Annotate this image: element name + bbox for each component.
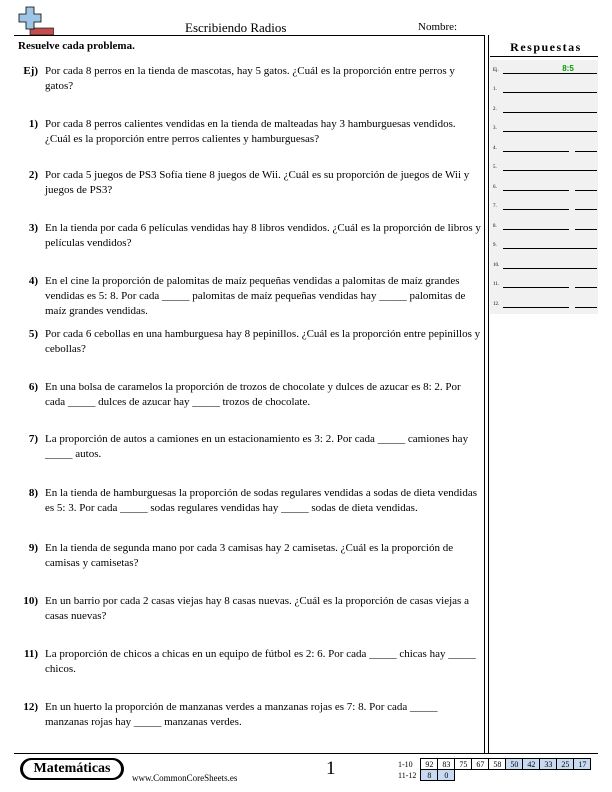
answer-line[interactable]: [503, 170, 597, 171]
answer-label: 12.: [493, 301, 500, 307]
answer-row: [493, 161, 597, 173]
question-text: En un huerto la proporción de manzanas verdes a manzanas rojas es 7: 8. Por cada _____ manzanas rojas hay _____ manzanas verdes.: [45, 701, 438, 728]
answer-row: [493, 103, 597, 115]
worksheet-logo: [18, 6, 54, 36]
question-text: En el cine la proporción de palomitas de maíz pequeñas vendidas a palomitas de maíz grandes vendidas es 5: 8. Por cada _____ palomitas de maíz pequeñas vendidas hay _____ palomitas de maíz grandes vendidas.: [45, 275, 466, 317]
question-text: Por cada 8 perros calientes vendidas en la tienda de malteadas hay 3 hamburguesas vendidos. ¿Cuál es la proporción entre perros calientes y hamburguesas?: [45, 118, 456, 145]
answer-row: [493, 239, 597, 251]
score-row-label: 1-10: [398, 759, 413, 769]
question-number: 7): [28, 433, 38, 445]
answer-line[interactable]: [575, 209, 597, 210]
answer-line[interactable]: [503, 287, 569, 288]
score-cell: 75: [455, 759, 472, 770]
answer-line[interactable]: [503, 151, 569, 152]
instructions: Resuelve cada problema.: [18, 40, 135, 52]
question-number: 2): [28, 169, 38, 181]
question-text: En una bolsa de caramelos la proporción de trozos de chocolate y dulces de azucar es 8: 2. Por cada _____ dulces de azucar hay _____ trozos de chocolate.: [45, 381, 461, 408]
question-number: 12): [23, 701, 38, 713]
answer-row: [493, 142, 597, 154]
footer-divider: [14, 753, 598, 754]
score-cell: 42: [523, 759, 540, 770]
answer-line[interactable]: [575, 229, 597, 230]
answer-line[interactable]: [503, 229, 569, 230]
page-title: Escribiendo Radios: [185, 20, 287, 35]
answer-line[interactable]: [503, 268, 597, 269]
question-number: 6): [28, 381, 38, 393]
question-text: En la tienda de hamburguesas la proporción de sodas regulares vendidas a sodas de dieta vendidas es 5: 3. Por cada _____ sodas regulares vendidas hay _____ sodas de dieta vendidas.: [45, 487, 478, 514]
score-cell: 83: [438, 759, 455, 770]
answer-label: 5.: [493, 165, 497, 170]
answer-row: [493, 259, 597, 271]
column-divider: [488, 35, 489, 753]
score-cell: 0: [438, 770, 455, 781]
answer-label: Ej.: [493, 68, 499, 73]
question-number: 3): [28, 222, 38, 234]
answers-heading: Respuestas: [510, 40, 582, 54]
answer-line[interactable]: [503, 307, 569, 308]
header-divider: [14, 35, 484, 36]
question-number: 4): [28, 275, 38, 287]
answer-line[interactable]: [503, 92, 597, 93]
answer-label: 8.: [493, 223, 497, 229]
question-number: 5): [28, 328, 38, 340]
question-number: 1): [28, 118, 38, 130]
question-text: La proporción de chicos a chicas en un equipo de fútbol es 2: 6. Por cada _____ chicas hay _____ chicos.: [45, 648, 476, 675]
answer-label: 7.: [493, 204, 497, 209]
answer-line[interactable]: [575, 287, 597, 288]
answer-line[interactable]: [575, 307, 597, 308]
answer-label: 3.: [493, 126, 497, 131]
question-number: 9): [28, 542, 38, 554]
question-text: En la tienda de segunda mano por cada 3 camisas hay 2 camisetas. ¿Cuál es la proporción de camisas y camisetas?: [45, 542, 454, 569]
question-text: En un barrio por cada 2 casas viejas hay 8 casas nuevas. ¿Cuál es la proporción de casas viejas a casas nuevas?: [45, 595, 469, 622]
answer-row: [493, 278, 597, 290]
answer-label: 6.: [493, 184, 497, 190]
answer-line[interactable]: [503, 248, 597, 249]
score-row-label: 11-12: [398, 770, 417, 780]
question-number: 10): [23, 595, 38, 607]
question-text: En la tienda por cada 6 películas vendidas hay 8 libros vendidos. ¿Cuál es la proporción de libros y películas vendidos?: [45, 222, 481, 249]
score-cell: 8: [421, 770, 438, 781]
answer-line[interactable]: [503, 131, 597, 132]
answer-line[interactable]: [575, 190, 597, 191]
question-text: La proporción de autos a camiones en un estacionamiento es 3: 2. Por cada _____ camiones hay _____ autos.: [45, 433, 469, 460]
answer-row: [493, 200, 597, 212]
column-divider: [484, 35, 485, 753]
name-label: Nombre:: [418, 21, 458, 33]
answer-row: [493, 181, 597, 193]
question-text: Por cada 5 juegos de PS3 Sofía tiene 8 juegos de Wii. ¿Cuál es su proporción de juegos de Wii y juegos de PS3?: [45, 169, 470, 196]
score-cell: 25: [557, 759, 574, 770]
question-number: 11): [23, 648, 38, 660]
question-number: 8): [28, 487, 38, 499]
score-cell: 50: [506, 759, 523, 770]
site-url: www.CommonCoreSheets.es: [132, 773, 238, 783]
question-number: Ej): [23, 65, 38, 77]
brand-label: Matemáticas: [23, 760, 121, 778]
score-cell: 33: [540, 759, 557, 770]
score-cell: 58: [489, 759, 506, 770]
answers-divider: [490, 56, 598, 57]
answer-line[interactable]: [503, 190, 569, 191]
answer-label: 4.: [493, 145, 497, 151]
page-number: 1: [326, 758, 336, 779]
answer-line[interactable]: [575, 151, 597, 152]
answer-label: 10.: [493, 262, 500, 268]
answer-line[interactable]: [503, 209, 569, 210]
answer-row: [493, 298, 597, 310]
answer-label: 2.: [493, 106, 497, 112]
brand-badge: [20, 758, 124, 780]
answer-row-example: [493, 64, 597, 76]
score-table: [396, 758, 591, 781]
score-cell: 92: [421, 759, 438, 770]
example-answer: 8:5: [562, 64, 574, 73]
question-text: Por cada 6 cebollas en una hamburguesa hay 8 pepinillos. ¿Cuál es la proporción entre pepinillos y cebollas?: [45, 328, 481, 355]
answer-line[interactable]: [503, 73, 597, 74]
answer-line[interactable]: [503, 112, 597, 113]
answer-row: [493, 220, 597, 232]
answer-label: 9.: [493, 243, 497, 248]
answer-label: 1.: [493, 87, 497, 92]
question-text: Por cada 8 perros en la tienda de mascotas, hay 5 gatos. ¿Cuál es la proporción entre perros y gatos?: [45, 65, 455, 92]
answer-row: [493, 122, 597, 134]
answer-row: [493, 83, 597, 95]
answer-label: 11.: [493, 282, 500, 287]
score-cell: 67: [472, 759, 489, 770]
score-cell: 17: [574, 759, 591, 770]
